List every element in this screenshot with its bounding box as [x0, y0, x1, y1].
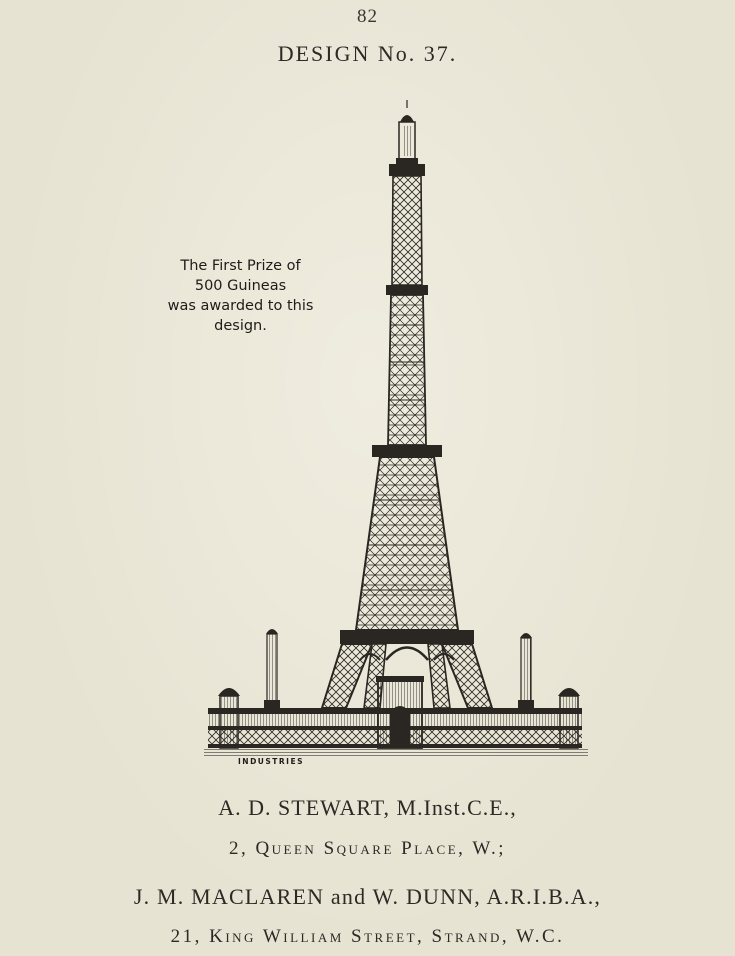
page-number: 82 — [357, 6, 378, 27]
second-platform — [372, 445, 442, 457]
water-line — [204, 748, 588, 756]
illustration-label: INDUSTRIES — [238, 757, 304, 766]
architects-names: J. M. MACLAREN and W. DUNN, A.R.I.B.A., — [133, 884, 602, 909]
prize-note-line: design. — [214, 318, 267, 334]
architects-address: 21, King William Street, Strand, W.C. — [170, 926, 565, 947]
lower-lattice — [356, 457, 458, 630]
designer-name: A. D. STEWART, M.Inst.C.E., — [218, 795, 517, 820]
prize-note-line: 500 Guineas — [194, 278, 287, 294]
upper-platform — [389, 164, 425, 176]
left-column — [264, 629, 280, 708]
designer-address: 2, Queen Square Place, W.; — [228, 838, 507, 859]
prize-note-line: was awarded to this — [167, 298, 314, 314]
tower-engraving — [200, 100, 590, 770]
upper-shaft — [386, 176, 428, 295]
design-title: DESIGN No. 37. — [277, 41, 458, 66]
first-platform — [340, 630, 474, 644]
right-column — [518, 633, 534, 708]
prize-note-line: The First Prize of — [180, 258, 301, 274]
middle-shaft — [388, 295, 426, 445]
tower-spire — [396, 100, 418, 164]
